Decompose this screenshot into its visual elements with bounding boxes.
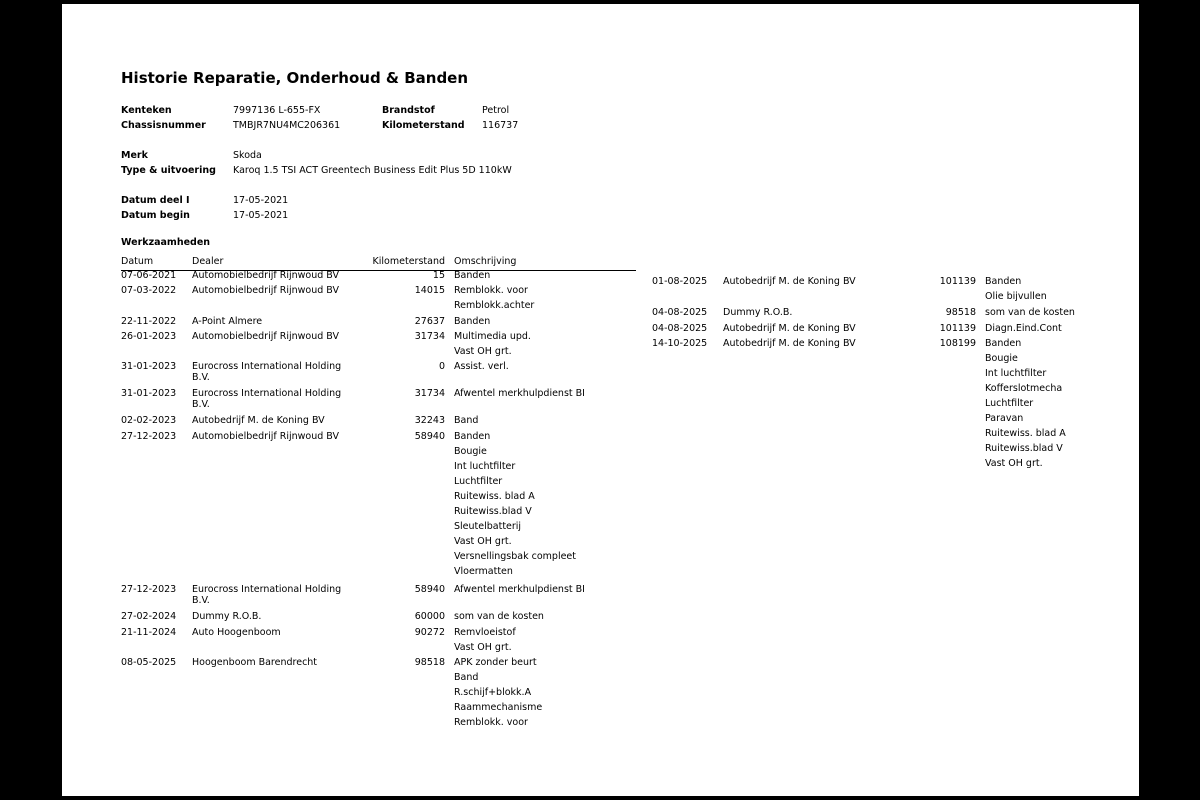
entry-kilometerstand: 90272 (414, 626, 445, 638)
entry-omschrijving: Assist. verl. (454, 361, 509, 373)
datum-begin-value: 17-05-2021 (233, 210, 289, 221)
col-header-datum: Datum (121, 256, 154, 267)
entry-datum: 26-01-2023 (121, 330, 177, 342)
entry-omschrijving: Banden Bougie Int luchtfilter Kofferslotmecha Luchtfilter Paravan Ruitewiss. blad A Ruitewiss.blad V Vast OH grt. (985, 337, 1066, 469)
entry-kilometerstand: 31734 (414, 388, 445, 400)
entry-omschrijving: som van de kosten (985, 307, 1075, 319)
entry-datum: 31-01-2023 (121, 388, 177, 400)
entry-omschrijving: Afwentel merkhulpdienst BI (454, 584, 585, 596)
entry-omschrijving: Remblokk. voor Remblokk.achter (454, 285, 535, 312)
entry-datum: 08-05-2025 (121, 657, 177, 668)
entry-omschrijving: som van de kosten (454, 611, 544, 623)
entry-dealer: Hoogenboom Barendrecht (192, 657, 318, 668)
entry-omschrijving: Banden Bougie Int luchtfilter Luchtfilter Ruitewiss. blad A Ruitewiss.blad V Sleutelbatterij Vast OH grt. Versnellingsbak compleet Vloermatten (454, 431, 576, 578)
entry-omschrijving: Banden (454, 270, 491, 281)
entry-dealer: Automobielbedrijf Rijnwoud BV (192, 330, 340, 342)
entry-datum: 14-10-2025 (652, 337, 708, 349)
kilometerstand-value: 116737 (482, 120, 519, 131)
entry-kilometerstand: 58940 (414, 584, 445, 596)
col-header-kilometerstand: Kilometerstand (372, 256, 445, 267)
chassis-value: TMBJR7NU4MC206361 (233, 120, 341, 131)
entry-kilometerstand: 32243 (414, 415, 445, 427)
entry-dealer: Dummy R.O.B. (723, 307, 793, 319)
entry-kilometerstand: 0 (438, 361, 445, 373)
entry-omschrijving: Remvloeistof Vast OH grt. (454, 626, 516, 653)
report-page (62, 4, 1139, 796)
type-value: Karoq 1.5 TSI ACT Greentech Business Edit Plus 5D 110kW (233, 165, 512, 176)
entry-datum: 27-12-2023 (121, 584, 177, 596)
entry-omschrijving: Diagn.Eind.Cont (985, 322, 1062, 334)
entry-datum: 07-03-2022 (121, 285, 177, 297)
entry-kilometerstand: 60000 (414, 611, 445, 623)
entry-dealer: Autobedrijf M. de Koning BV (723, 322, 856, 334)
entry-dealer: Automobielbedrijf Rijnwoud BV (192, 285, 340, 297)
col-header-omschrijving: Omschrijving (454, 256, 517, 267)
brandstof-value: Petrol (482, 105, 510, 116)
section-title: Werkzaamheden (121, 237, 211, 248)
entry-datum: 04-08-2025 (652, 322, 708, 334)
entry-omschrijving: Banden Olie bijvullen (985, 276, 1047, 302)
type-label: Type & uitvoering (121, 165, 216, 176)
entry-omschrijving: APK zonder beurt Band R.schijf+blokk.A Raammechanisme Remblokk. voor (454, 657, 543, 728)
entry-kilometerstand: 98518 (945, 307, 976, 319)
kilometerstand-label: Kilometerstand (382, 120, 465, 131)
entry-kilometerstand: 58940 (414, 431, 445, 443)
entry-kilometerstand: 101139 (939, 322, 976, 334)
entry-kilometerstand: 15 (432, 270, 445, 281)
chassis-label: Chassisnummer (121, 120, 206, 131)
kenteken-value: 7997136 L-655-FX (233, 105, 321, 116)
entry-kilometerstand: 98518 (414, 657, 445, 668)
entry-kilometerstand: 27637 (414, 315, 445, 327)
merk-value: Skoda (233, 150, 262, 161)
entry-dealer: Automobielbedrijf Rijnwoud BV (192, 431, 340, 443)
entry-omschrijving: Banden (454, 315, 491, 327)
entry-datum: 22-11-2022 (121, 315, 177, 327)
entry-dealer: Autobedrijf M. de Koning BV (723, 276, 856, 287)
entry-datum: 02-02-2023 (121, 415, 177, 427)
entry-datum: 27-12-2023 (121, 431, 177, 443)
page-title: Historie Reparatie, Onderhoud & Banden (121, 69, 469, 87)
entry-dealer: Autobedrijf M. de Koning BV (192, 415, 325, 427)
entry-dealer: Eurocross International Holding B.V. (192, 361, 342, 384)
entry-kilometerstand: 31734 (414, 330, 445, 342)
entry-omschrijving: Afwentel merkhulpdienst BI (454, 388, 585, 400)
entry-datum: 31-01-2023 (121, 361, 177, 373)
entry-datum: 21-11-2024 (121, 626, 177, 638)
datum-begin-label: Datum begin (121, 210, 190, 221)
entry-dealer: Eurocross International Holding B.V. (192, 584, 342, 607)
entry-dealer: Auto Hoogenboom (192, 626, 281, 638)
entry-dealer: Autobedrijf M. de Koning BV (723, 337, 856, 349)
entry-omschrijving: Multimedia upd. Vast OH grt. (454, 330, 531, 357)
entry-datum: 07-06-2021 (121, 270, 177, 281)
col-header-dealer: Dealer (192, 256, 224, 267)
entry-datum: 04-08-2025 (652, 307, 708, 319)
entry-dealer: Automobielbedrijf Rijnwoud BV (192, 270, 340, 281)
entry-dealer: A-Point Almere (192, 315, 263, 327)
datum-deel-value: 17-05-2021 (233, 195, 289, 206)
datum-deel-label: Datum deel I (121, 195, 190, 206)
entry-omschrijving: Band (454, 415, 479, 427)
entry-dealer: Dummy R.O.B. (192, 611, 262, 623)
entry-dealer: Eurocross International Holding B.V. (192, 388, 342, 411)
brandstof-label: Brandstof (382, 105, 435, 116)
entry-datum: 01-08-2025 (652, 276, 708, 287)
entry-datum: 27-02-2024 (121, 611, 177, 623)
kenteken-label: Kenteken (121, 105, 172, 116)
entry-kilometerstand: 101139 (939, 276, 976, 287)
entry-kilometerstand: 108199 (939, 337, 976, 349)
merk-label: Merk (121, 150, 148, 161)
entry-kilometerstand: 14015 (414, 285, 445, 297)
